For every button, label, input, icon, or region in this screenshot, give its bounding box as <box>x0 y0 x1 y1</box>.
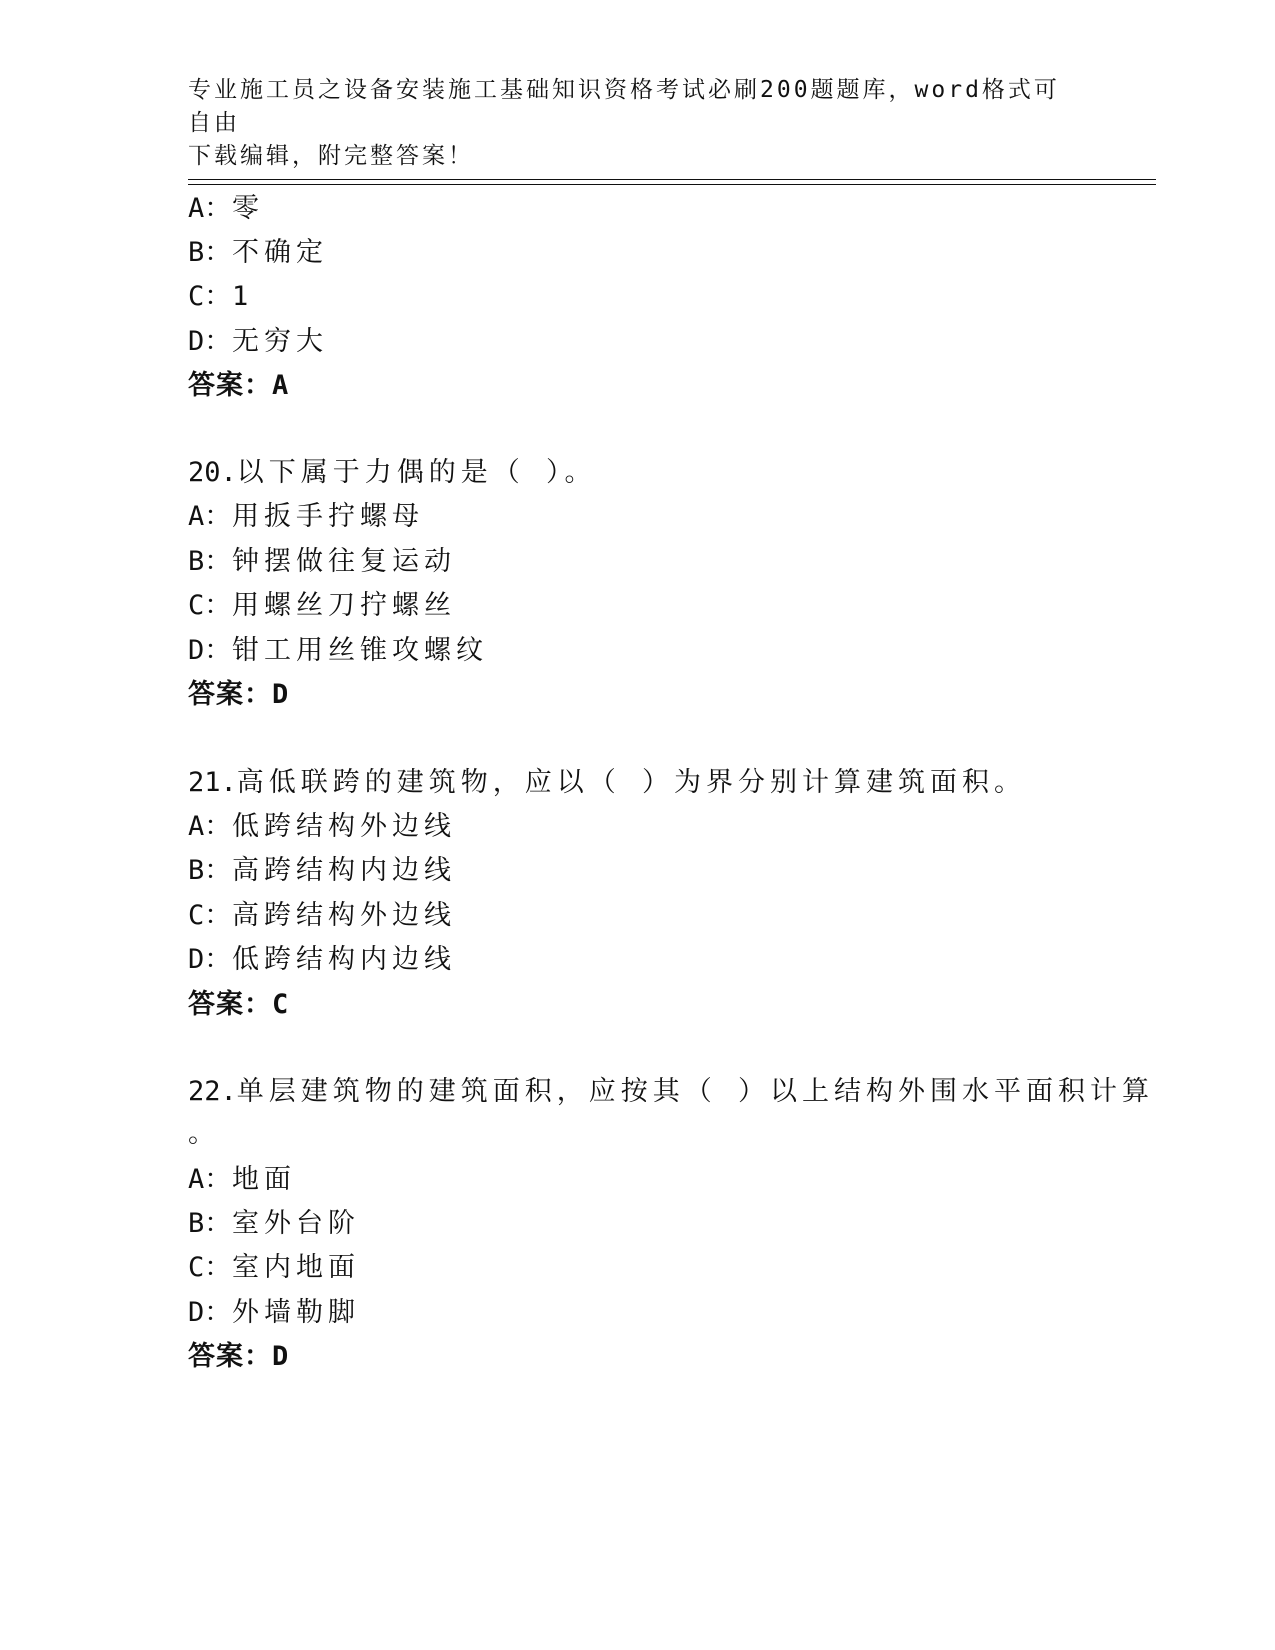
document-header <box>188 74 1068 173</box>
option-key: C： <box>188 1252 232 1283</box>
question-number: 22. <box>188 1076 237 1107</box>
option-key: C： <box>188 590 232 621</box>
option-a <box>188 1163 296 1197</box>
option-text: 高跨结构内边线 <box>232 855 456 886</box>
option-key: D： <box>188 1297 232 1328</box>
option-key: D： <box>188 944 232 975</box>
option-text: 无穷大 <box>232 326 328 357</box>
question-number: 20. <box>188 457 237 488</box>
option-b <box>188 1207 360 1241</box>
option-d <box>188 634 488 668</box>
option-text: 1 <box>232 281 254 312</box>
question-text: 单层建筑物的建筑面积，应按其（ ）以上结构外围水平面积计算 <box>236 1076 1155 1107</box>
option-key: B： <box>188 546 232 577</box>
answer-line: 答案：D <box>188 1341 290 1372</box>
answer-line: 答案：D <box>188 679 290 710</box>
option-text: 钟摆做往复运动 <box>232 546 456 577</box>
question-text: 以下属于力偶的是（ ）。 <box>236 457 597 488</box>
option-text: 用螺丝刀拧螺丝 <box>232 590 456 621</box>
option-c <box>188 589 456 623</box>
question-stem-continuation: 。 <box>188 1118 220 1149</box>
option-text: 钳工用丝锥攻螺纹 <box>232 635 488 666</box>
header-divider-bottom <box>188 184 1156 185</box>
option-text: 高跨结构外边线 <box>232 900 456 931</box>
option-text: 地面 <box>232 1164 296 1195</box>
answer-line: 答案：C <box>188 989 290 1020</box>
question-stem <box>188 456 597 490</box>
option-b <box>188 236 328 270</box>
option-text: 低跨结构外边线 <box>232 811 456 842</box>
option-c <box>188 1251 360 1285</box>
option-a <box>188 192 264 226</box>
option-text: 室内地面 <box>232 1252 360 1283</box>
option-b <box>188 545 456 579</box>
question-number: 21. <box>188 767 237 798</box>
answer-line: 答案：A <box>188 370 290 401</box>
option-key: B： <box>188 855 232 886</box>
option-text: 外墙勒脚 <box>232 1297 360 1328</box>
option-key: D： <box>188 326 232 357</box>
option-a <box>188 500 424 534</box>
option-text: 室外台阶 <box>232 1208 360 1239</box>
option-key: A： <box>188 501 232 532</box>
header-title-line-1: 专业施工员之设备安装施工基础知识资格考试必刷200题题库，word格式可自由 <box>188 77 1060 136</box>
option-key: C： <box>188 281 232 312</box>
option-key: B： <box>188 1208 232 1239</box>
option-key: A： <box>188 811 232 842</box>
header-title-line-2: 下载编辑，附完整答案！ <box>188 143 474 169</box>
option-text: 用扳手拧螺母 <box>232 501 424 532</box>
option-a <box>188 810 456 844</box>
option-key: D： <box>188 635 232 666</box>
option-key: A： <box>188 193 232 224</box>
option-d <box>188 943 456 977</box>
header-divider-top <box>188 179 1156 180</box>
question-stem <box>188 1075 1154 1109</box>
option-text: 不确定 <box>232 237 328 268</box>
option-key: C： <box>188 900 232 931</box>
option-b <box>188 854 456 888</box>
option-c <box>188 280 253 314</box>
option-d <box>188 325 328 359</box>
option-text: 低跨结构内边线 <box>232 944 456 975</box>
option-key: B： <box>188 237 232 268</box>
question-stem <box>188 766 1026 800</box>
option-d <box>188 1296 360 1330</box>
option-text: 零 <box>232 193 264 224</box>
option-key: A： <box>188 1164 232 1195</box>
question-text: 高低联跨的建筑物，应以（ ）为界分别计算建筑面积。 <box>236 767 1027 798</box>
option-c <box>188 899 456 933</box>
